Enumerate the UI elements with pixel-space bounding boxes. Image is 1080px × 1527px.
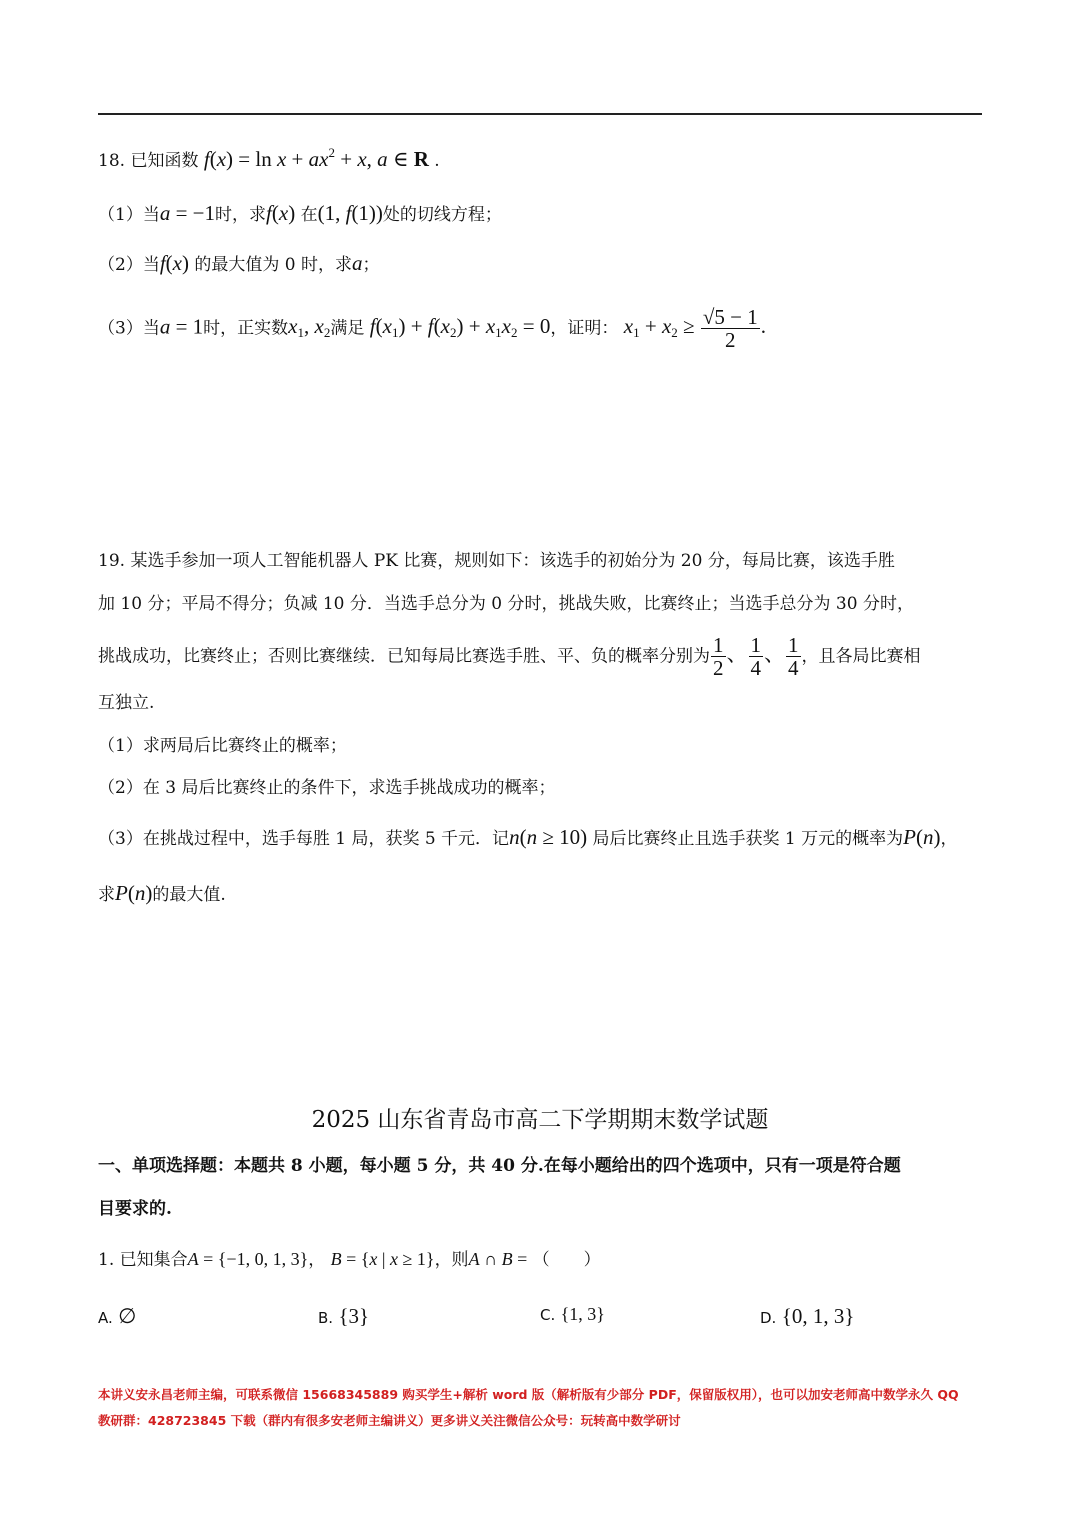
footer-line1: 本讲义安永昌老师主编，可联系微信 15668345889 购买学生+解析 word 版（解析版有少部分 PDF，保留版权用），也可以加安老师高中数学永久 QQ [98,1387,959,1402]
section1-heading-line1: 一、单项选择题：本题共 8 小题，每小题 5 分，共 40 分.在每小题给出的四个选项中，只有一项是符合题 [98,1156,901,1176]
q18-stem: 18. 已知函数 $f(x) = \ln x + ax^2 + x$, a ∈ R . [98,145,440,172]
q19-line3: 挑战成功，比赛终止；否则比赛继续．已知每局比赛选手胜、平、负的概率分别为 $\frac{1}{2}$ 、 $\frac{1}{4}$ 、 $\frac{1}{4}$ ，且各局比赛相 [98,633,921,681]
option-b: B. {3} [318,1304,370,1328]
footer-line2: 教研群：428723845 下载（群内有很多安老师主编讲义）更多讲义关注微信公众号：玩转高中数学研讨 [98,1413,681,1428]
q19-line1: 19. 某选手参加一项人工智能机器人 PK 比赛，规则如下：该选手的初始分为 20 分，每局比赛，该选手胜 [98,551,895,571]
q19-part1: （1）求两局后比赛终止的概率； [98,736,347,756]
option-d: D. {0, 1, 3} [760,1304,855,1328]
q19-part2: （2）在 3 局后比赛终止的条件下，求选手挑战成功的概率； [98,778,556,798]
q19-part3: （3）在挑战过程中，选手每胜 1 局，获奖 5 千元．记n(n ≥ 10) 局后比赛终止且选手获奖 1 万元的概率为P(n)， [98,825,958,849]
q18-part3: （3）当a = 1时，正实数$x_1$, $x_2$满足 $f(x_1) + f(x_2) + x_1x_2 = 0$，证明： $x_1 + x_2$ ≥ $\frac{√5 - 1}{2}$ . [98,305,766,353]
q19-part3-cont: 求P(n)的最大值. [98,881,226,905]
header-rule [98,113,982,115]
q19-line4: 互独立. [98,693,155,713]
option-a: A. ∅ [98,1304,137,1328]
section1-heading-line2: 目要求的. [98,1199,172,1219]
q1-stem: 1. 已知集合A = {−1, 0, 1, 3}， B = {x | x ≥ 1}，则A ∩ B = （ ） [98,1249,601,1270]
option-c: C. {1, 3} [540,1304,605,1324]
exam-title: 2025 山东省青岛市高二下学期期末数学试题 [311,1107,769,1133]
q18-part1: （1）当a = −1时，求f(x) 在(1, f(1))处的切线方程； [98,201,502,225]
q18-part2: （2）当f(x) 的最大值为 0 时，求a； [98,251,380,275]
q19-line2: 加 10 分；平局不得分；负减 10 分．当选手总分为 0 分时，挑战失败，比赛终止；当选手总分为 30 分时， [98,594,914,614]
